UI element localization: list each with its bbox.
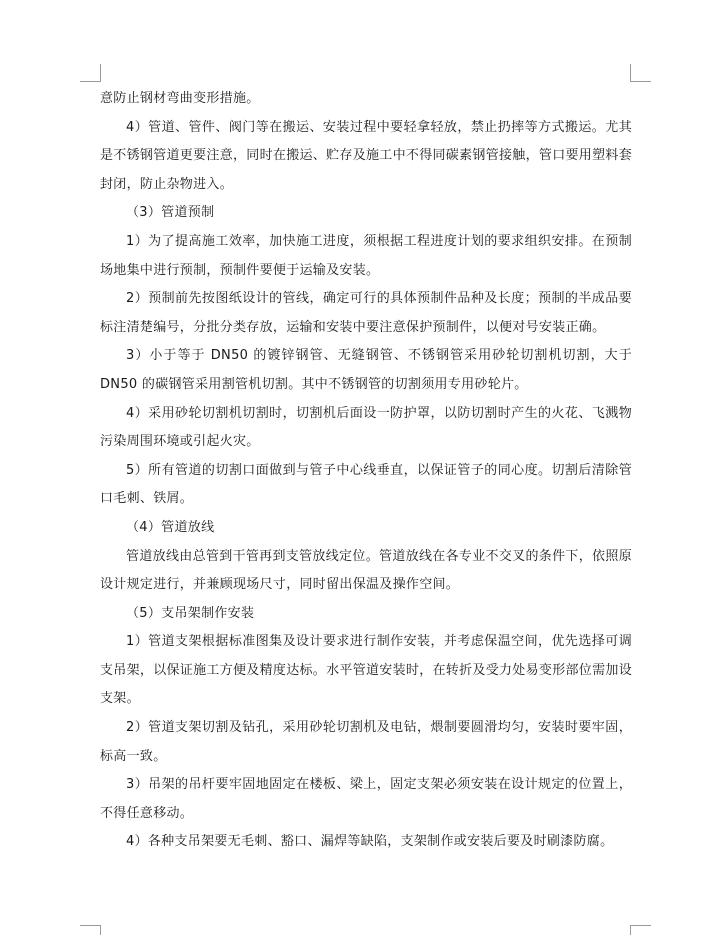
paragraph: 4）各种支吊架要无毛刺、豁口、漏焊等缺陷，支架制作或安装后要及时刷漆防腐。 xyxy=(126,834,614,850)
crop-mark-top-left xyxy=(100,64,101,82)
paragraph: 4）管道、管件、阀门等在搬运、安装过程中要轻拿轻放，禁止扔摔等方式搬运。尤其是不锈钢管道更要注意，同时在搬运、贮存及施工中不得同碳素钢管接触，管口要用塑料套封闭，防止杂物进入。 xyxy=(100,119,633,192)
paragraph: 4）采用砂轮切割机切割时，切割机后面设一防护罩，以防切割时产生的火花、飞溅物污染周围环境或引起火灾。 xyxy=(100,405,632,450)
document-body xyxy=(100,85,632,857)
crop-mark-bottom-left xyxy=(80,925,101,926)
paragraph: 3）吊架的吊杆要牢固地固定在楼板、梁上，固定支架必须安装在设计规定的位置上，不得任意移动。 xyxy=(100,777,632,821)
section-heading: （5）支吊架制作安装 xyxy=(126,605,255,621)
paragraph: 1）为了提高施工效率，加快施工进度，须根据工程进度计划的要求组织安排。在预制场地集中进行预制，预制件要便于运输及安装。 xyxy=(100,233,632,278)
crop-mark-bottom-right xyxy=(630,925,631,935)
paragraph: 意防止钢材弯曲变形措施。 xyxy=(100,91,260,106)
crop-mark-top-left xyxy=(80,81,101,82)
crop-mark-bottom-left xyxy=(100,925,101,935)
paragraph: 2）预制前先按图纸设计的管线，确定可行的具体预制件品种及长度；预制的半成品要标注清楚编号，分批分类存放，运输和安装中要注意保护预制件，以便对号安装正确。 xyxy=(100,291,632,335)
paragraph: 5）所有管道的切割口面做到与管子中心线垂直，以保证管子的同心度。切割后清除管口毛刺、铁屑。 xyxy=(100,462,632,507)
crop-mark-bottom-right xyxy=(630,925,651,926)
crop-mark-top-right xyxy=(630,64,631,82)
section-heading: （4）管道放线 xyxy=(126,519,215,535)
section-heading: （3）管道预制 xyxy=(126,205,215,221)
paragraph: 1）管道支架根据标准图集及设计要求进行制作安装，并考虑保温空间，优先选择可调支吊架，以保证施工方便及精度达标。水平管道安装时，在转折及受力处易变形部位需加设支架。 xyxy=(100,634,633,707)
paragraph: 2）管道支架切割及钻孔，采用砂轮切割机及电钻，煨制要圆滑均匀，安装时要牢固，标高一致。 xyxy=(100,720,632,764)
paragraph: 3）小于等于 DN50 的镀锌钢管、无缝钢管、不锈钢管采用砂轮切割机切割，大于 DN50 的碳钢管采用割管机切割。其中不锈钢管的切割须用专用砂轮片。 xyxy=(100,348,632,392)
crop-mark-top-right xyxy=(630,81,651,82)
paragraph: 管道放线由总管到干管再到支管放线定位。管道放线在各专业不交叉的条件下，依照原设计规定进行，并兼顾现场尺寸，同时留出保温及操作空间。 xyxy=(100,548,632,593)
